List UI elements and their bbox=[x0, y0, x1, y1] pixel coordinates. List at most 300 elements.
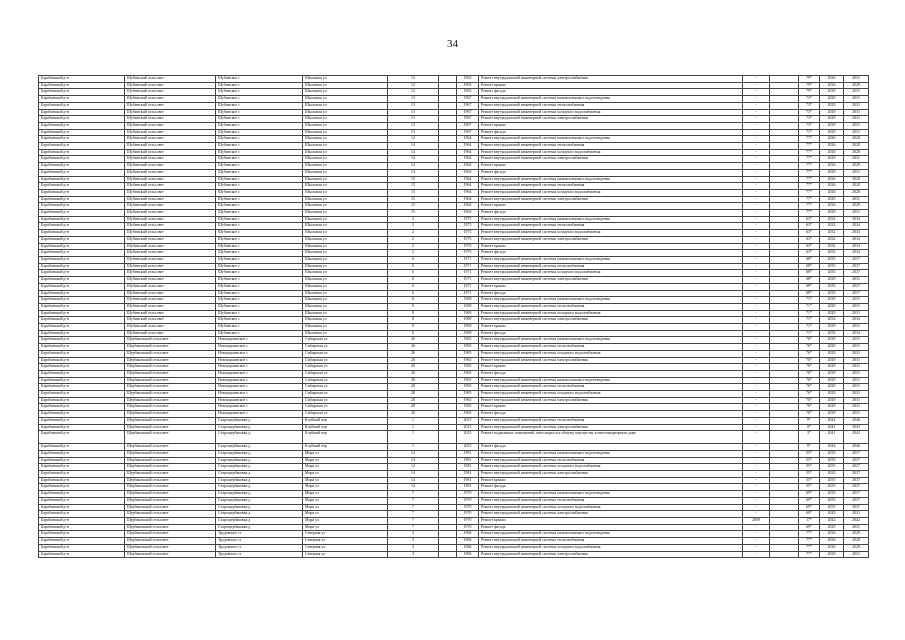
cell-district: Барабинский р-н bbox=[39, 96, 125, 103]
cell-settlement_name: Щербаковский сельсовет bbox=[125, 384, 216, 391]
table-row bbox=[39, 531, 869, 538]
cell-year_from: 2029 bbox=[820, 391, 844, 398]
cell-settlement_name: Шубинский сельсовет bbox=[125, 256, 216, 263]
cell-extra bbox=[439, 156, 457, 163]
cell-work: Ремонт внутридомовой инженерной системы электроснабжения bbox=[479, 424, 743, 431]
cell-year_from: 2032 bbox=[820, 330, 844, 337]
cell-mid bbox=[770, 524, 799, 531]
cell-year_from: 2026 bbox=[820, 183, 844, 190]
cell-extra bbox=[439, 116, 457, 123]
cell-year: 1971 bbox=[457, 283, 479, 290]
cell-dash: - bbox=[743, 203, 770, 210]
cell-house: 26 bbox=[388, 344, 439, 351]
cell-year_to: 2031 bbox=[844, 524, 869, 531]
cell-mid bbox=[770, 424, 799, 431]
cell-mid bbox=[770, 303, 799, 310]
cell-year_from: 2032 bbox=[820, 216, 844, 223]
cell-year: 1981 bbox=[457, 471, 479, 478]
cell-work: Ремонт фасада bbox=[479, 169, 743, 176]
cell-extra bbox=[439, 102, 457, 109]
cell-year_to: 2028 bbox=[844, 189, 869, 196]
cell-dash: - bbox=[743, 256, 770, 263]
cell-locality: Шубинское с bbox=[216, 263, 303, 270]
cell-year: 1964 bbox=[457, 203, 479, 210]
table-row bbox=[39, 136, 869, 143]
cell-locality: Новоукраинское с bbox=[216, 350, 303, 357]
cell-work: Ремонт внутридомовой инженерной системы теплоснабжения bbox=[479, 538, 743, 545]
table-row bbox=[39, 384, 869, 391]
cell-house: 28 bbox=[388, 384, 439, 391]
cell-settlement_name: Щербаковский сельсовет bbox=[125, 344, 216, 351]
cell-mark: 77* bbox=[799, 156, 820, 163]
table-row bbox=[39, 337, 869, 344]
cell-street: Школьная ул bbox=[303, 143, 388, 150]
cell-locality: Шубинское с bbox=[216, 223, 303, 230]
cell-dash: - bbox=[743, 122, 770, 129]
cell-work: Ремонт крыши bbox=[479, 203, 743, 210]
cell-year: 1964 bbox=[457, 156, 479, 163]
table-row bbox=[39, 471, 869, 478]
cell-dash: - bbox=[743, 364, 770, 371]
cell-district: Барабинский р-н bbox=[39, 283, 125, 290]
table-row bbox=[39, 370, 869, 377]
cell-year: 1964 bbox=[457, 189, 479, 196]
cell-work: Ремонт крыши bbox=[479, 518, 743, 525]
cell-locality: Новоукраинское с bbox=[216, 337, 303, 344]
cell-dash: - bbox=[743, 136, 770, 143]
cell-year_to: 2031 bbox=[844, 76, 869, 83]
cell-dash: - bbox=[743, 176, 770, 183]
cell-year_from: 2029 bbox=[820, 96, 844, 103]
cell-settlement_name: Шубинский сельсовет bbox=[125, 143, 216, 150]
cell-mark: 63* bbox=[799, 223, 820, 230]
cell-settlement_name: Щербаковский сельсовет bbox=[125, 544, 216, 551]
cell-settlement_name: Шубинский сельсовет bbox=[125, 277, 216, 284]
cell-dash: - bbox=[743, 303, 770, 310]
cell-district: Барабинский р-н bbox=[39, 189, 125, 196]
cell-street: Мира ул bbox=[303, 491, 388, 498]
cell-street: Сибирская ул bbox=[303, 350, 388, 357]
cell-extra bbox=[439, 297, 457, 304]
cell-house: 2 bbox=[388, 236, 439, 243]
cell-year_to: 2031 bbox=[844, 277, 869, 284]
cell-settlement_name: Щербаковский сельсовет bbox=[125, 464, 216, 471]
cell-work: Ремонт внутридомовой инженерной системы канализования и водоотведения bbox=[479, 531, 743, 538]
cell-settlement_name: Шубинский сельсовет bbox=[125, 216, 216, 223]
cell-street: Школьная ул bbox=[303, 263, 388, 270]
cell-year_to: 2031 bbox=[844, 156, 869, 163]
cell-mid bbox=[770, 216, 799, 223]
cell-year_to: 2034 bbox=[844, 230, 869, 237]
cell-mark: 76* bbox=[799, 397, 820, 404]
cell-year: 1965 bbox=[457, 391, 479, 398]
cell-mid bbox=[770, 189, 799, 196]
cell-year_from: 2026 bbox=[820, 76, 844, 83]
cell-extra bbox=[439, 457, 457, 464]
cell-locality: Новоукраинское с bbox=[216, 397, 303, 404]
cell-year_to: 2028 bbox=[844, 203, 869, 210]
cell-year_from: 2035 bbox=[820, 450, 844, 457]
cell-mid bbox=[770, 143, 799, 150]
cell-locality: Трудовское ст bbox=[216, 544, 303, 551]
table-row bbox=[39, 551, 869, 558]
cell-year_to: 2037 bbox=[844, 270, 869, 277]
cell-locality: Шубинское с bbox=[216, 176, 303, 183]
cell-district: Барабинский р-н bbox=[39, 551, 125, 558]
cell-mark: 76* bbox=[799, 357, 820, 364]
cell-year: 1964 bbox=[457, 163, 479, 170]
cell-street: Школьная ул bbox=[303, 324, 388, 331]
table-row bbox=[39, 511, 869, 518]
cell-house: 14 bbox=[388, 136, 439, 143]
cell-year_from: 2029 bbox=[820, 364, 844, 371]
cell-district: Барабинский р-н bbox=[39, 76, 125, 83]
cell-work: Ремонт крыши bbox=[479, 82, 743, 89]
cell-extra bbox=[439, 518, 457, 525]
cell-settlement_name: Щербаковский сельсовет bbox=[125, 531, 216, 538]
cell-extra bbox=[439, 484, 457, 491]
cell-year_from: 2026 bbox=[820, 538, 844, 545]
table-row bbox=[39, 538, 869, 545]
cell-work: Ремонт внутридомовой инженерной системы теплоснабжения bbox=[479, 263, 743, 270]
cell-year_to: 2034 bbox=[844, 330, 869, 337]
cell-dash: - bbox=[743, 210, 770, 217]
table-row bbox=[39, 497, 869, 504]
cell-mark: 77* bbox=[799, 531, 820, 538]
cell-year: 1981 bbox=[457, 484, 479, 491]
cell-mark: 79* bbox=[799, 89, 820, 96]
cell-street: Клубный пер bbox=[303, 417, 388, 424]
table-row bbox=[39, 189, 869, 196]
cell-year_to: 2031 bbox=[844, 324, 869, 331]
cell-year: 1975 bbox=[457, 230, 479, 237]
cell-settlement_name: Щербаковский сельсовет bbox=[125, 370, 216, 377]
cell-house: 14 bbox=[388, 163, 439, 170]
cell-year_to: 2031 bbox=[844, 511, 869, 518]
cell-mark: 77* bbox=[799, 149, 820, 156]
cell-locality: Шубинское с bbox=[216, 169, 303, 176]
cell-dash: - bbox=[743, 143, 770, 150]
cell-locality: Шубинское с bbox=[216, 156, 303, 163]
cell-year: 1965 bbox=[457, 337, 479, 344]
cell-settlement_name: Шубинский сельсовет bbox=[125, 96, 216, 103]
table-row bbox=[39, 230, 869, 237]
cell-district: Барабинский р-н bbox=[39, 344, 125, 351]
cell-year: 1967 bbox=[457, 96, 479, 103]
cell-locality: Шубинское с bbox=[216, 96, 303, 103]
cell-mid bbox=[770, 504, 799, 511]
cell-extra bbox=[439, 491, 457, 498]
cell-dash: - bbox=[743, 491, 770, 498]
cell-extra bbox=[439, 317, 457, 324]
cell-dash: - bbox=[743, 76, 770, 83]
table-row bbox=[39, 457, 869, 464]
cell-year_to: 2031 bbox=[844, 116, 869, 123]
cell-year_to: 2037 bbox=[844, 471, 869, 478]
cell-mark: 77* bbox=[799, 163, 820, 170]
cell-year_to: 2031 bbox=[844, 102, 869, 109]
cell-mid bbox=[770, 551, 799, 558]
cell-year: 1975 bbox=[457, 216, 479, 223]
cell-mid bbox=[770, 203, 799, 210]
cell-locality: Старощербаковка д bbox=[216, 444, 303, 451]
cell-year: 1963 bbox=[457, 89, 479, 96]
cell-extra bbox=[439, 350, 457, 357]
cell-year: 1965 bbox=[457, 384, 479, 391]
cell-year_from: 2026 bbox=[820, 82, 844, 89]
cell-house: 14 bbox=[388, 169, 439, 176]
cell-house: 7 bbox=[388, 511, 439, 518]
cell-extra bbox=[439, 411, 457, 418]
cell-dash: - bbox=[743, 297, 770, 304]
cell-year_to: 2037 bbox=[844, 256, 869, 263]
cell-dash: - bbox=[743, 96, 770, 103]
cell-extra bbox=[439, 256, 457, 263]
cell-settlement_name: Шубинский сельсовет bbox=[125, 303, 216, 310]
cell-district: Барабинский р-н bbox=[39, 518, 125, 525]
cell-street: Сибирская ул bbox=[303, 364, 388, 371]
cell-dash: - bbox=[743, 544, 770, 551]
cell-year_from: 2029 bbox=[820, 350, 844, 357]
cell-year_from: 2029 bbox=[820, 196, 844, 203]
cell-house: 7 bbox=[388, 497, 439, 504]
cell-locality: Трудовское ст bbox=[216, 551, 303, 558]
cell-mid bbox=[770, 102, 799, 109]
cell-mark: 77* bbox=[799, 210, 820, 217]
cell-mid bbox=[770, 236, 799, 243]
cell-mid bbox=[770, 484, 799, 491]
cell-extra bbox=[439, 183, 457, 190]
cell-year: 1967 bbox=[457, 109, 479, 116]
cell-work: Ремонт крыши bbox=[479, 364, 743, 371]
cell-district: Барабинский р-н bbox=[39, 196, 125, 203]
cell-work: Ремонт крыши bbox=[479, 283, 743, 290]
cell-locality: Шубинское с bbox=[216, 136, 303, 143]
cell-mid bbox=[770, 290, 799, 297]
cell-mid bbox=[770, 176, 799, 183]
cell-house: 2 bbox=[388, 223, 439, 230]
cell-mid bbox=[770, 457, 799, 464]
cell-district: Барабинский р-н bbox=[39, 290, 125, 297]
cell-settlement_name: Шубинский сельсовет bbox=[125, 129, 216, 136]
cell-settlement_name: Щербаковский сельсовет bbox=[125, 357, 216, 364]
table-row bbox=[39, 176, 869, 183]
cell-locality: Шубинское с bbox=[216, 76, 303, 83]
cell-extra bbox=[439, 89, 457, 96]
cell-dash: - bbox=[743, 424, 770, 431]
cell-district: Барабинский р-н bbox=[39, 203, 125, 210]
cell-extra bbox=[439, 122, 457, 129]
cell-street: Клубный пер bbox=[303, 424, 388, 431]
table-row bbox=[39, 263, 869, 270]
table-row bbox=[39, 424, 869, 431]
cell-dash: - bbox=[743, 511, 770, 518]
cell-house: 2 bbox=[388, 250, 439, 257]
cell-mark: 17* bbox=[799, 518, 820, 525]
cell-year: 2015 bbox=[457, 444, 479, 451]
cell-work: Ремонт внутридомовой инженерной системы холодного водоснабжения bbox=[479, 270, 743, 277]
cell-work: Ремонт внутридомовой инженерной системы канализования и водоотведения bbox=[479, 96, 743, 103]
cell-year_to: 2028 bbox=[844, 544, 869, 551]
cell-dash: - bbox=[743, 263, 770, 270]
table-row bbox=[39, 223, 869, 230]
cell-locality: Старощербаковка д bbox=[216, 497, 303, 504]
cell-district: Барабинский р-н bbox=[39, 444, 125, 451]
cell-district: Барабинский р-н bbox=[39, 524, 125, 531]
cell-extra bbox=[439, 477, 457, 484]
cell-house: 28 bbox=[388, 411, 439, 418]
cell-district: Барабинский р-н bbox=[39, 270, 125, 277]
cell-mid bbox=[770, 364, 799, 371]
cell-mark: 63* bbox=[799, 216, 820, 223]
cell-year_to: 2031 bbox=[844, 337, 869, 344]
cell-settlement_name: Щербаковский сельсовет bbox=[125, 511, 216, 518]
cell-year_to: 2031 bbox=[844, 169, 869, 176]
cell-year: 1966 bbox=[457, 538, 479, 545]
cell-street: Северная ул bbox=[303, 544, 388, 551]
cell-dash: - bbox=[743, 551, 770, 558]
cell-year: 2015 bbox=[457, 431, 479, 444]
cell-year: 1971 bbox=[457, 256, 479, 263]
cell-mark: 55* bbox=[799, 457, 820, 464]
cell-mid bbox=[770, 270, 799, 277]
cell-year_from: 2026 bbox=[820, 136, 844, 143]
cell-locality: Новоукраинское с bbox=[216, 357, 303, 364]
cell-extra bbox=[439, 357, 457, 364]
cell-street: Сибирская ул bbox=[303, 391, 388, 398]
cell-dash: 2009 bbox=[743, 518, 770, 525]
cell-mark: 76* bbox=[799, 350, 820, 357]
cell-year_from: 2044 bbox=[820, 444, 844, 451]
cell-mid bbox=[770, 357, 799, 364]
cell-year_from: 2032 bbox=[820, 223, 844, 230]
cell-mid bbox=[770, 471, 799, 478]
table-row bbox=[39, 324, 869, 331]
cell-locality: Шубинское с bbox=[216, 149, 303, 156]
cell-mark: 76* bbox=[799, 344, 820, 351]
cell-district: Барабинский р-н bbox=[39, 317, 125, 324]
cell-settlement_name: Шубинский сельсовет bbox=[125, 203, 216, 210]
cell-house: 26 bbox=[388, 357, 439, 364]
cell-extra bbox=[439, 210, 457, 217]
cell-dash: - bbox=[743, 236, 770, 243]
cell-year_to: 2028 bbox=[844, 82, 869, 89]
cell-locality: Шубинское с bbox=[216, 203, 303, 210]
cell-extra bbox=[439, 310, 457, 317]
cell-year_to: 2031 bbox=[844, 96, 869, 103]
cell-house: 15 bbox=[388, 196, 439, 203]
cell-house: 1 bbox=[388, 417, 439, 424]
cell-settlement_name: Шубинский сельсовет bbox=[125, 149, 216, 156]
cell-mid bbox=[770, 330, 799, 337]
cell-mid bbox=[770, 518, 799, 525]
cell-dash: - bbox=[743, 183, 770, 190]
cell-street: Школьная ул bbox=[303, 216, 388, 223]
cell-street: Мира ул bbox=[303, 511, 388, 518]
cell-year: 1964 bbox=[457, 149, 479, 156]
cell-year_from: 2029 bbox=[820, 397, 844, 404]
cell-extra bbox=[439, 544, 457, 551]
cell-locality: Шубинское с bbox=[216, 317, 303, 324]
cell-year: 1963 bbox=[457, 82, 479, 89]
cell-extra bbox=[439, 136, 457, 143]
cell-year_from: 2029 bbox=[820, 404, 844, 411]
cell-street: Школьная ул bbox=[303, 169, 388, 176]
cell-house: 3 bbox=[388, 538, 439, 545]
cell-street: Школьная ул bbox=[303, 210, 388, 217]
cell-settlement_name: Щербаковский сельсовет bbox=[125, 397, 216, 404]
cell-settlement_name: Щербаковский сельсовет bbox=[125, 471, 216, 478]
cell-locality: Шубинское с bbox=[216, 89, 303, 96]
cell-extra bbox=[439, 169, 457, 176]
cell-house: 14 bbox=[388, 457, 439, 464]
cell-mid bbox=[770, 96, 799, 103]
cell-house: 28 bbox=[388, 377, 439, 384]
cell-year: 1965 bbox=[457, 344, 479, 351]
cell-locality: Старощербаковка д bbox=[216, 518, 303, 525]
cell-year_to: 2037 bbox=[844, 484, 869, 491]
cell-extra bbox=[439, 176, 457, 183]
cell-work: Ремонт внутридомовой инженерной системы электроснабжения bbox=[479, 196, 743, 203]
cell-street: Школьная ул bbox=[303, 156, 388, 163]
cell-work: Ремонт внутридомовой инженерной системы теплоснабжения bbox=[479, 344, 743, 351]
table-row bbox=[39, 404, 869, 411]
cell-dash: - bbox=[743, 216, 770, 223]
cell-district: Барабинский р-н bbox=[39, 484, 125, 491]
cell-year_from: 2032 bbox=[820, 250, 844, 257]
cell-locality: Старощербаковка д bbox=[216, 424, 303, 431]
cell-year_from: 2029 bbox=[820, 344, 844, 351]
cell-work: Ремонт внутридомовой инженерной системы электроснабжения bbox=[479, 471, 743, 478]
cell-year_to: 2031 bbox=[844, 297, 869, 304]
cell-district: Барабинский р-н bbox=[39, 297, 125, 304]
cell-locality: Новоукраинское с bbox=[216, 377, 303, 384]
cell-year: 2015 bbox=[457, 424, 479, 431]
cell-year_to: 2031 bbox=[844, 89, 869, 96]
cell-settlement_name: Щербаковский сельсовет bbox=[125, 391, 216, 398]
cell-mid bbox=[770, 196, 799, 203]
cell-work: Ремонт фасада bbox=[479, 210, 743, 217]
table-row bbox=[39, 504, 869, 511]
cell-mark: 55* bbox=[799, 484, 820, 491]
cell-extra bbox=[439, 303, 457, 310]
cell-work: Ремонт внутридомовой инженерной системы электроснабжения bbox=[479, 156, 743, 163]
cell-district: Барабинский р-н bbox=[39, 216, 125, 223]
cell-mark: 77* bbox=[799, 143, 820, 150]
cell-work: Ремонт внутридомовой инженерной системы теплоснабжения bbox=[479, 384, 743, 391]
cell-mid bbox=[770, 156, 799, 163]
cell-street: Школьная ул bbox=[303, 297, 388, 304]
cell-settlement_name: Шубинский сельсовет bbox=[125, 290, 216, 297]
cell-work: Ремонт внутридомовой инженерной системы теплоснабжения bbox=[479, 102, 743, 109]
cell-district: Барабинский р-н bbox=[39, 116, 125, 123]
cell-year_from: 2032 bbox=[820, 230, 844, 237]
cell-extra bbox=[439, 230, 457, 237]
cell-year: 1964 bbox=[457, 210, 479, 217]
cell-year_to: 2031 bbox=[844, 210, 869, 217]
cell-year: 1969 bbox=[457, 297, 479, 304]
table-row bbox=[39, 82, 869, 89]
cell-district: Барабинский р-н bbox=[39, 324, 125, 331]
cell-extra bbox=[439, 290, 457, 297]
cell-dash: - bbox=[743, 163, 770, 170]
cell-year: 1971 bbox=[457, 290, 479, 297]
cell-extra bbox=[439, 236, 457, 243]
cell-year: 1965 bbox=[457, 411, 479, 418]
cell-district: Барабинский р-н bbox=[39, 236, 125, 243]
cell-work: Ремонт внутридомовой инженерной системы канализования и водоотведения bbox=[479, 216, 743, 223]
cell-work: Ремонт внутридомовой инженерной системы теплоснабжения bbox=[479, 497, 743, 504]
